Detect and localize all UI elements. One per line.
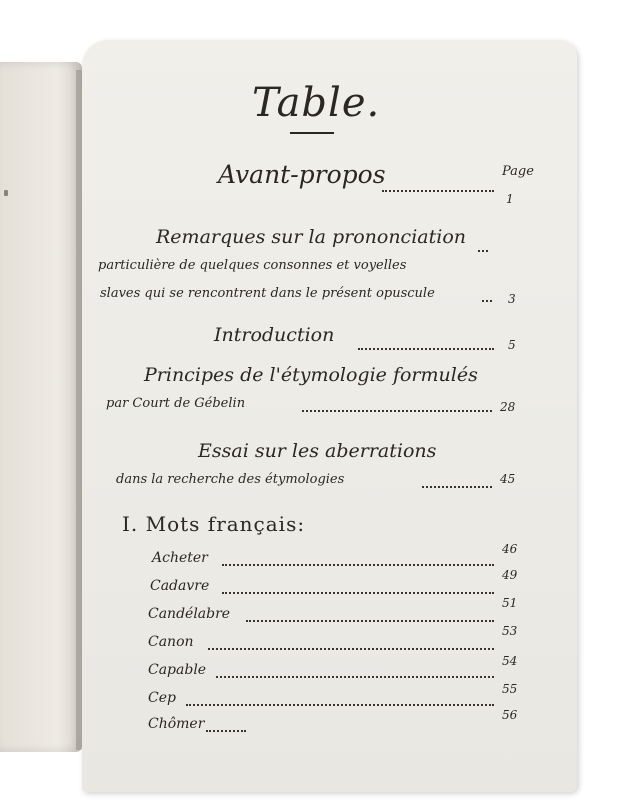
toc-entry-title: Avant-propos	[218, 160, 386, 189]
page-column-label: Page	[502, 164, 534, 179]
leader-dots	[302, 410, 492, 412]
toc-entry-title: Essai sur les aberrations	[198, 440, 437, 462]
toc-entry-title: dans la recherche des étymologies	[116, 472, 345, 487]
toc-entry-page: 54	[502, 654, 518, 668]
toc-entry-page: 55	[502, 682, 518, 696]
leader-dots	[478, 250, 488, 252]
leader-dots	[186, 704, 494, 706]
toc-entry-page: 1	[506, 192, 514, 206]
toc-entry-title: particulière de quelques consonnes et voyelles	[98, 258, 407, 273]
toc-entry-page: 51	[502, 596, 518, 610]
leader-dots	[216, 676, 494, 678]
section-heading: I. Mots français:	[122, 512, 306, 536]
leader-dots	[246, 620, 494, 622]
leader-dots	[482, 300, 492, 302]
toc-entry-page: 53	[502, 624, 518, 638]
leader-dots	[206, 730, 246, 732]
leader-dots	[208, 648, 494, 650]
toc-entry-title: Canon	[148, 634, 194, 650]
toc-entry-page: 3	[508, 292, 516, 306]
leader-dots	[222, 592, 494, 594]
toc-entry-title: Principes de l'étymologie formulés	[144, 364, 478, 386]
leader-dots	[382, 190, 494, 192]
toc-entry-title: Cep	[148, 690, 176, 706]
toc-entry-title: slaves qui se rencontrent dans le présent opuscule	[100, 286, 435, 301]
ink-mark	[4, 190, 8, 196]
toc-entry-page: 5	[508, 338, 516, 352]
leader-dots	[358, 348, 494, 350]
toc-entry-title: Candélabre	[148, 606, 231, 622]
left-page	[0, 62, 82, 752]
title-underline	[290, 132, 334, 134]
leader-dots	[422, 486, 492, 488]
leader-dots	[222, 564, 494, 566]
toc-entry-title: Acheter	[152, 550, 208, 566]
toc-entry-page: 45	[500, 472, 516, 486]
toc-entry-page: 46	[502, 542, 518, 556]
page-title: Table.	[252, 80, 381, 126]
toc-entry-title: Chômer	[148, 716, 205, 732]
toc-entry-title: Introduction	[214, 324, 335, 346]
toc-entry-page: 49	[502, 568, 518, 582]
toc-entry-title: Remarques sur la prononciation	[156, 226, 466, 248]
right-page	[82, 40, 577, 792]
toc-entry-page: 28	[500, 400, 516, 414]
toc-entry-title: Capable	[148, 662, 207, 678]
toc-entry-page: 56	[502, 708, 518, 722]
toc-entry-title: par Court de Gébelin	[106, 396, 246, 411]
toc-entry-title: Cadavre	[150, 578, 210, 594]
